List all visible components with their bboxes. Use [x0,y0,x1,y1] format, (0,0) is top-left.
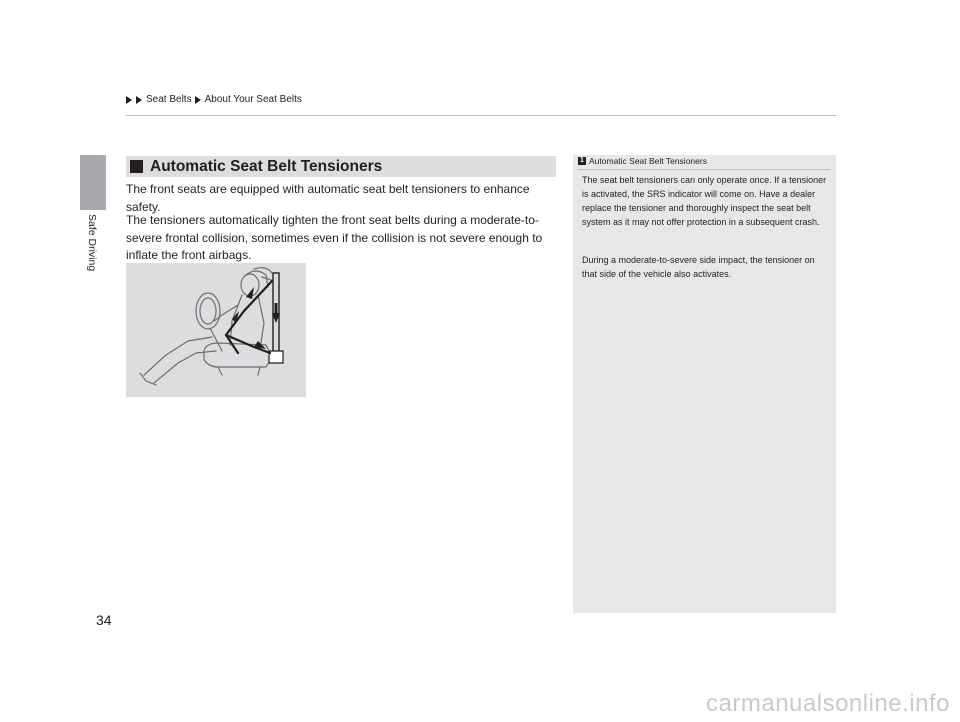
body-paragraph-2: The tensioners automatically tighten the front seat belts during a moderate-to-severe frontal collision, sometimes even if the collision is not severe enough to inflate the front airbags. [126,213,543,262]
note-heading-text: Automatic Seat Belt Tensioners [589,156,707,166]
seat-belt-tensioner-illustration [126,263,306,397]
note-paragraph-2: During a moderate-to-severe side impact, the tensioner on that side of the vehicle also activates. [582,255,815,279]
seat-occupant-drawing-icon [126,263,306,397]
section-heading [126,156,556,177]
note-paragraph-1: The seat belt tensioners can only operate once. If a tensioner is activated, the SRS indicator will come on. Have a dealer replace the tensioner and thoroughly inspect the seat belt system as it may not offer protection in a subsequent crash. [582,175,827,227]
breadcrumb-item-about-seat-belts[interactable]: About Your Seat Belts [204,94,302,105]
page-number: 34 [96,612,112,628]
note-number-icon: 1 [578,157,586,165]
breadcrumb-arrow-icon [136,96,142,104]
breadcrumb-item-seat-belts[interactable]: Seat Belts [146,94,192,105]
breadcrumb-arrow-icon [195,96,201,104]
note-heading [578,156,707,166]
header-divider [126,115,836,116]
breadcrumb [126,94,302,105]
section-title: Automatic Seat Belt Tensioners [150,157,383,175]
chapter-tab-label: Safe Driving [86,214,98,272]
body-paragraph-1: The front seats are equipped with automatic seat belt tensioners to enhance safety. [126,182,530,214]
watermark-text: carmanualsonline.info [706,690,950,717]
section-square-icon [130,160,143,173]
chapter-tab-label-wrap [84,214,100,284]
note-divider [578,169,830,170]
breadcrumb-arrow-icon [126,96,132,104]
chapter-tab[interactable] [80,155,106,210]
